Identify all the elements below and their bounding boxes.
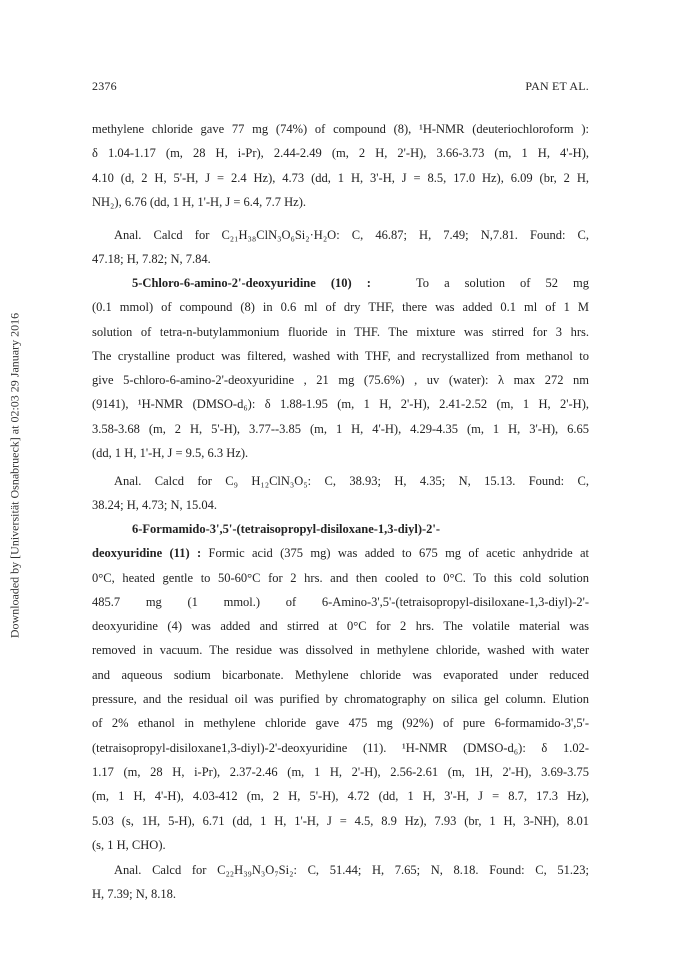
section-heading: 6-Formamido-3',5'-(tetraisopropyl-disiloxane-1,3-diyl)-2'- (132, 522, 441, 536)
text-line: give 5-chloro-6-amino-2'-deoxyuridine , 21 mg (75.6%) , uv (water): λ max 272 nm (92, 373, 589, 388)
text-line: deoxyuridine (4) was added and stirred at 0°C for 2 hrs. The volatile material was (92, 619, 589, 634)
text-line: NH₂), 6.76 (dd, 1 H, 1'-H, J = 6.4, 7.7 Hz). (92, 194, 306, 209)
text-line: 38.24; H, 4.73; N, 15.04. (92, 498, 217, 513)
text-line: (tetraisopropyl-disiloxane1,3-diyl)-2'-deoxyuridine (11). ¹H-NMR (DMSO-d₆): δ 1.02- (92, 740, 589, 755)
paragraph-anal-compound-8 (92, 223, 589, 272)
running-head: PAN ET AL. (525, 79, 589, 93)
text-line: (0.1 mmol) of compound (8) in 0.6 ml of dry THF, there was added 0.1 ml of 1 M (92, 300, 589, 315)
paragraph-anal-compound-10 (92, 469, 589, 518)
text-line: The crystalline product was filtered, washed with THF, and recrystallized from methanol to (92, 348, 589, 363)
text-line: (9141), ¹H-NMR (DMSO-d₆): δ 1.88-1.95 (m, 1 H, 2'-H), 2.41-2.52 (m, 1 H, 2'-H), (92, 397, 589, 412)
text-line (92, 517, 589, 541)
text-line: of 2% ethanol in methylene chloride gave 475 mg (92%) of pure 6-formamido-3',5'- (92, 716, 589, 731)
text-line: Anal. Calcd for C₂₁H₃₈ClN₃O₆Si₂·H₂O: C, 46.87; H, 7.49; N,7.81. Found: C, (114, 228, 589, 242)
text-line: 0°C, heated gentle to 50-60°C for 2 hrs. and then cooled to 0°C. To this cold solution (92, 570, 589, 585)
text-line (92, 271, 589, 295)
text-line: (s, 1 H, CHO). (92, 837, 166, 852)
text-line: 485.7 mg (1 mmol.) of 6-Amino-3',5'-(tetraisopropyl-disiloxane-1,3-diyl)-2'- (92, 594, 589, 609)
text-line (92, 541, 589, 565)
text-line: Anal. Calcd for C₉ H₁₂ClN₃O₅: C, 38.93; H, 4.35; N, 15.13. Found: C, (114, 474, 589, 488)
section-heading-cont: deoxyuridine (11) : (92, 546, 202, 561)
text-line: δ 1.04-1.17 (m, 28 H, i-Pr), 2.44-2.49 (m, 2 H, 2'-H), 3.66-3.73 (m, 1 H, 4'-H), (92, 146, 589, 161)
text-line: 47.18; H, 7.82; N, 7.84. (92, 252, 211, 267)
text-span: Formic acid (375 mg) was added to 675 mg of acetic anhydride at (208, 546, 590, 561)
page-number: 2376 (92, 79, 117, 93)
text-line: H, 7.39; N, 8.18. (92, 887, 177, 902)
text-line: 5.03 (s, 1H, 5-H), 6.71 (dd, 1 H, 1'-H, J = 4.5, 8.9 Hz), 7.93 (br, 1 H, 3-NH), 8.01 (92, 813, 589, 828)
text-line: removed in vacuum. The residue was dissolved in methylene chloride, washed with water (92, 643, 589, 658)
section-compound-11 (92, 517, 589, 857)
text-line: 1.17 (m, 28 H, i-Pr), 2.37-2.46 (m, 1 H, 2'-H), 2.56-2.61 (m, 1H, 2'-H), 3.69-3.75 (92, 764, 589, 779)
text-line: solution of tetra-n-butylammonium fluoride in THF. The mixture was stirred for 3 hrs. (92, 324, 589, 339)
section-compound-10 (92, 271, 589, 465)
text-line: and aqueous sodium bicarbonate. Methylene chloride was evaporated under reduced (92, 667, 589, 682)
text-line: (m, 1 H, 4'-H), 4.03-412 (m, 2 H, 5'-H), 4.72 (dd, 1 H, 3'-H, J = 8.7, 17.3 Hz), (92, 789, 589, 804)
section-heading: 5-Chloro-6-amino-2'-deoxyuridine (10) : (132, 276, 371, 290)
text-line: (dd, 1 H, 1'-H, J = 9.5, 6.3 Hz). (92, 446, 249, 461)
text-line: Anal. Calcd for C₂₂H₃₉N₃O₇Si₂: C, 51.44; H, 7.65; N, 8.18. Found: C, 51.23; (114, 863, 589, 877)
text-line: pressure, and the residual oil was purified by chromatography on silica gel column. Elution (92, 692, 589, 707)
text-line: 3.58-3.68 (m, 2 H, 5'-H), 3.77--3.85 (m, 1 H, 4'-H), 4.29-4.35 (m, 1 H, 3'-H), 6.65 (92, 421, 589, 436)
text-span: To a solution of 52 mg (416, 276, 589, 290)
download-watermark: Downloaded by [Universität Osnabrueck] at 02:03 29 January 2016 (7, 312, 22, 639)
text-line: 4.10 (d, 2 H, 5'-H, J = 2.4 Hz), 4.73 (dd, 1 H, 3'-H, J = 8.5, 17.0 Hz), 6.09 (br, 2 H, (92, 170, 589, 185)
paragraph-compound-8-nmr (92, 117, 589, 214)
paragraph-anal-compound-11 (92, 858, 589, 907)
text-line: methylene chloride gave 77 mg (74%) of compound (8), ¹H-NMR (deuteriochloroform ): (92, 122, 589, 136)
